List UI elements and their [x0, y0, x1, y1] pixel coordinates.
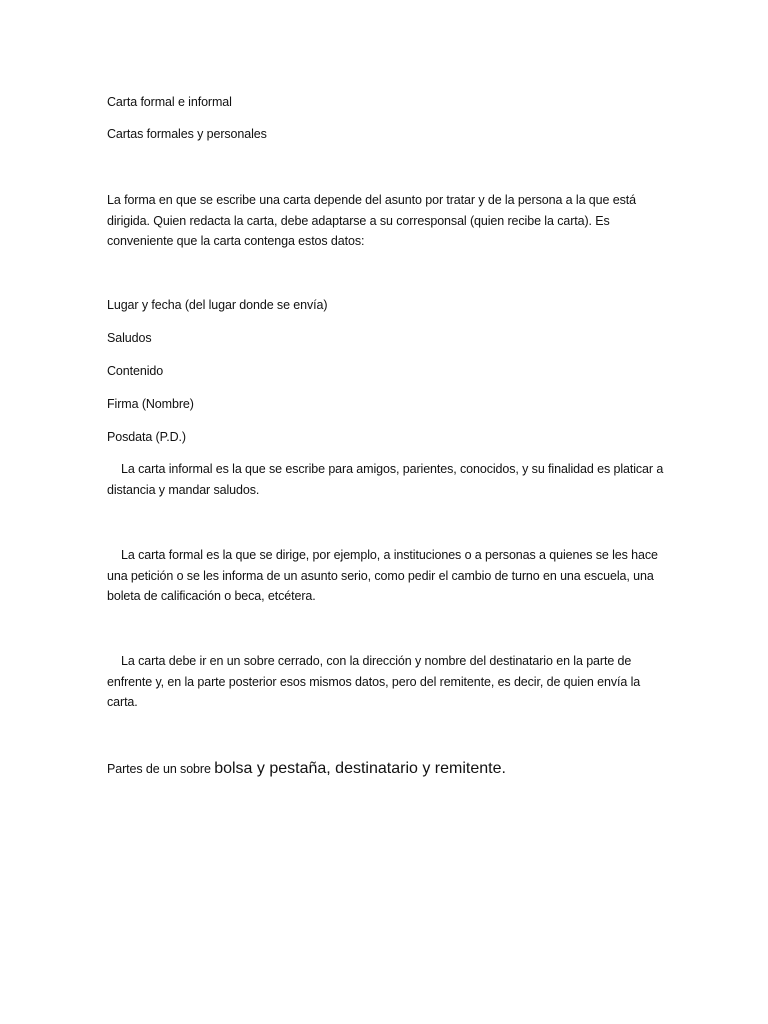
document-subtitle: Cartas formales y personales	[107, 127, 267, 141]
list-item-lugar-fecha: Lugar y fecha (del lugar donde se envía)	[107, 298, 328, 312]
envelope-parts-label: Partes de un sobre	[107, 762, 211, 776]
envelope-parts-line	[107, 759, 506, 779]
list-item-saludos: Saludos	[107, 331, 152, 345]
list-item-contenido: Contenido	[107, 364, 164, 378]
document-title: Carta formal e informal	[107, 95, 232, 109]
formal-letter-paragraph: La carta formal es la que se dirige, por ejemplo, a instituciones o a personas a quienes se les hace una petición o se les informa de un asunto serio, como pedir el cambio de turno en una escuela, una boleta de calificación o beca, etcétera.	[107, 548, 658, 603]
list-item-posdata: Posdata (P.D.)	[107, 430, 186, 444]
list-item-firma: Firma (Nombre)	[107, 397, 194, 411]
envelope-paragraph: La carta debe ir en un sobre cerrado, con la dirección y nombre del destinatario en la parte de enfrente y, en la parte posterior esos mismos datos, pero del remitente, es decir, de quien envía la carta.	[107, 654, 641, 709]
intro-paragraph: La forma en que se escribe una carta depende del asunto por tratar y de la persona a la que está dirigida. Quien redacta la carta, debe adaptarse a su corresponsal (quien recibe la carta). Es conveniente que la carta contenga estos datos:	[107, 193, 636, 248]
envelope-parts-value: bolsa y pestaña, destinatario y remitente.	[214, 760, 506, 777]
informal-letter-paragraph: La carta informal es la que se escribe para amigos, parientes, conocidos, y su finalidad es platicar a distancia y mandar saludos.	[107, 462, 664, 497]
